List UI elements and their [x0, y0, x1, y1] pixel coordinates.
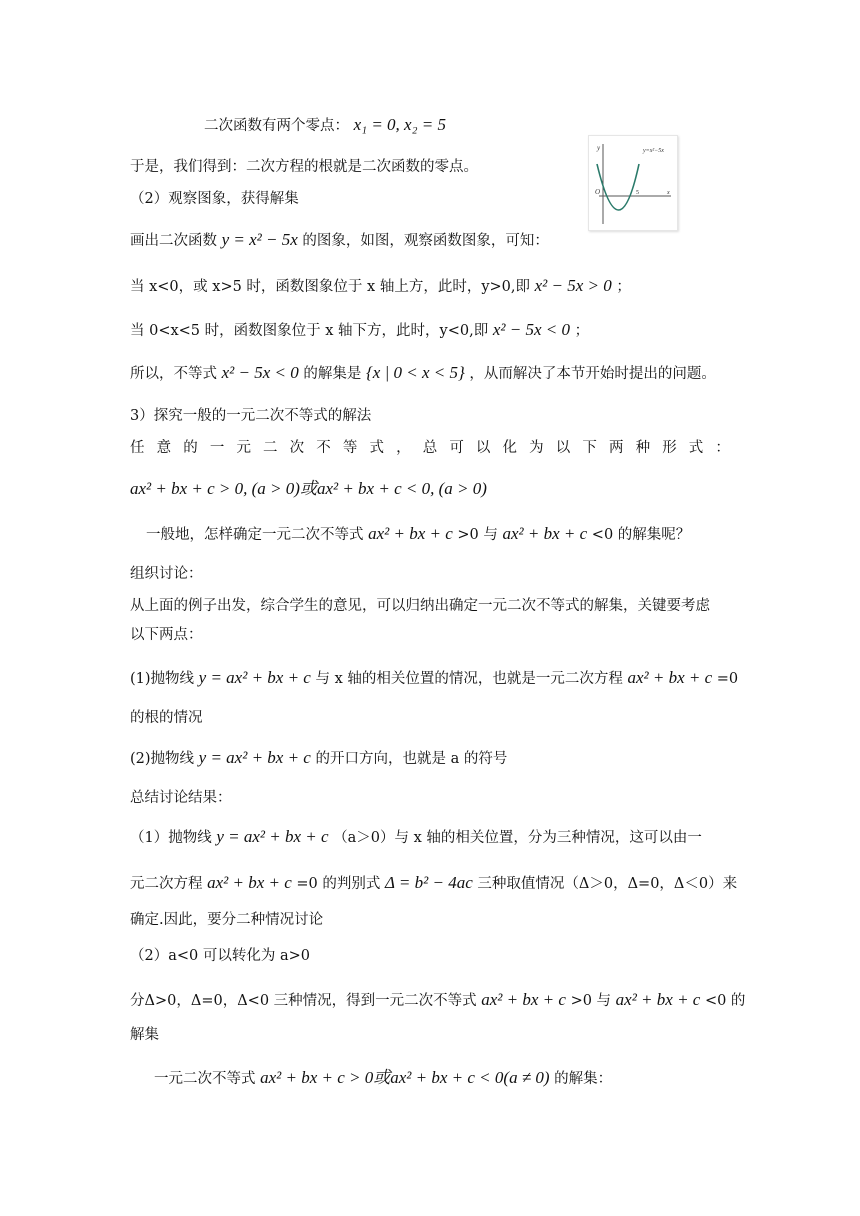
text: （2）a<0 可以转化为 a>0 [130, 948, 310, 964]
formula: x² − 5x > 0 [534, 276, 612, 295]
char: 等 [342, 440, 358, 456]
text: 二次函数有两个零点： [204, 118, 349, 134]
text: ； [616, 279, 631, 295]
formula: ax² + bx + c [615, 990, 701, 1009]
spread-line [130, 436, 730, 457]
paragraph [130, 944, 310, 968]
text: 所以，不等式 [130, 366, 217, 382]
paragraph [146, 522, 690, 547]
char: 的 [183, 440, 198, 456]
paragraph [130, 746, 507, 771]
text: 分Δ>0，Δ=0，Δ<0 三种情况，得到一元二次不等式 [130, 993, 477, 1009]
paragraph [130, 274, 631, 299]
formula: ax² + bx + c > 0, (a > 0)或ax² + bx + c < 0, (a > 0) [130, 479, 487, 498]
text: 的解集是 [303, 366, 362, 382]
text: <0 的 [704, 993, 746, 1009]
formula: x₁ = 0, x₂ = 5 [353, 115, 446, 134]
paragraph [130, 228, 549, 253]
text: =0 [716, 671, 739, 687]
char: 意 [156, 440, 172, 456]
char: 以 [555, 440, 571, 456]
formula: ax² + bx + c [368, 524, 453, 543]
text: (2)抛物线 [130, 751, 195, 767]
char: ， [396, 440, 411, 456]
text: 画出二次函数 [130, 233, 217, 249]
formula: Δ = b² − 4ac [385, 873, 473, 892]
text: 三种取值情况（Δ＞0，Δ=0，Δ＜0）来 [477, 876, 738, 892]
text: （a＞0）与 x 轴的相关位置，分为三种情况，这可以由一 [333, 830, 702, 846]
text: (1)抛物线 [130, 671, 195, 687]
formula: y = ax² + bx + c [198, 668, 311, 687]
text: 解集 [130, 1027, 159, 1043]
formula: x² − 5x < 0 [221, 363, 299, 382]
curve-label: y=x²−5x [643, 148, 664, 154]
y-label: y [597, 144, 601, 152]
formula: ax² + bx + c [207, 873, 292, 892]
paragraph [130, 706, 203, 730]
char: 式 [688, 440, 704, 456]
formula: y = ax² + bx + c [216, 827, 329, 846]
char: 次 [289, 440, 305, 456]
text: 元二次方程 [130, 876, 203, 892]
section-heading [130, 187, 299, 211]
paragraph [154, 1066, 612, 1091]
formula: ax² + bx + c > 0或ax² + bx + c < 0(a ≠ 0) [260, 1068, 550, 1087]
formula: {x | 0 < x < 5} [365, 363, 465, 382]
paragraph [130, 155, 478, 179]
parabola-figure [588, 135, 678, 231]
paragraph [130, 988, 745, 1013]
char: 不 [316, 440, 331, 456]
paragraph [130, 666, 738, 691]
text: 当 0<x<5 时，函数图象位于 x 轴下方，此时，y<0,即 [130, 323, 489, 339]
formula: ax² + bx + c [481, 990, 566, 1009]
char: 种 [635, 440, 651, 456]
text: 组织讨论： [130, 566, 203, 582]
text: （2）观察图象，获得解集 [130, 191, 299, 207]
text: 3）探究一般的一元二次不等式的解法 [130, 408, 372, 424]
text: 于是，我们得到：二次方程的根就是二次函数的零点。 [130, 159, 478, 175]
x-label: x [667, 190, 670, 196]
paragraph [130, 1023, 159, 1047]
zeros-line [204, 113, 446, 138]
text: 的图象，如图，观察函数图象，可知： [302, 233, 549, 249]
text: 的根的情况 [130, 710, 203, 726]
text: 与 x 轴的相关位置的情况，也就是一元二次方程 [315, 671, 623, 687]
text: 的开口方向，也就是 a 的符号 [315, 751, 508, 767]
text: ； [574, 323, 590, 339]
text: 总结讨论结果： [130, 790, 232, 806]
section-heading [130, 404, 371, 428]
paragraph [130, 786, 232, 810]
formula: x² − 5x < 0 [492, 320, 570, 339]
text: >0 与 [457, 527, 498, 543]
formula: y = ax² + bx + c [198, 748, 311, 767]
char: 一 [209, 440, 225, 456]
parabola-graph [589, 136, 677, 230]
formula: y = x² − 5x [221, 230, 298, 249]
char: 化 [502, 440, 518, 456]
text: 当 x<0，或 x>5 时，函数图象位于 x 轴上方，此时，y>0,即 [130, 279, 531, 295]
char: 任 [130, 440, 145, 456]
char: 总 [422, 440, 438, 456]
char: 二 [263, 440, 278, 456]
formula: ax² + bx + c [627, 668, 713, 687]
char: 以 [475, 440, 491, 456]
text: （1）抛物线 [130, 830, 212, 846]
text: =0 的判别式 [296, 876, 381, 892]
paragraph [130, 825, 702, 850]
char: ： [715, 440, 730, 456]
paragraph [130, 318, 589, 343]
paragraph [130, 623, 203, 647]
char: 元 [236, 440, 251, 456]
text: 以下两点： [130, 627, 203, 643]
paragraph [130, 871, 737, 896]
text: 从上面的例子出发，综合学生的意见，可以归纳出确定一元二次不等式的解集，关键要考虑 [130, 598, 710, 614]
formula-line [130, 477, 487, 502]
char: 两 [608, 440, 624, 456]
char: 下 [582, 440, 597, 456]
char: 为 [529, 440, 544, 456]
text: 确定.因此，要分二种情况讨论 [130, 912, 324, 928]
text: >0 与 [570, 993, 612, 1009]
paragraph [130, 908, 323, 932]
paragraph [130, 594, 710, 618]
text: ，从而解决了本节开始时提出的问题。 [469, 366, 716, 382]
char: 形 [662, 440, 677, 456]
paragraph [130, 562, 203, 586]
five-label: 5 [636, 190, 639, 196]
text: 的解集： [554, 1071, 613, 1087]
char: 可 [449, 440, 464, 456]
char: 式 [369, 440, 384, 456]
formula: ax² + bx + c [502, 524, 588, 543]
text: 一般地，怎样确定一元二次不等式 [146, 527, 364, 543]
paragraph [130, 361, 716, 386]
text: <0 的解集呢？ [591, 527, 691, 543]
origin-label: O [595, 188, 601, 196]
text: 一元二次不等式 [154, 1071, 256, 1087]
